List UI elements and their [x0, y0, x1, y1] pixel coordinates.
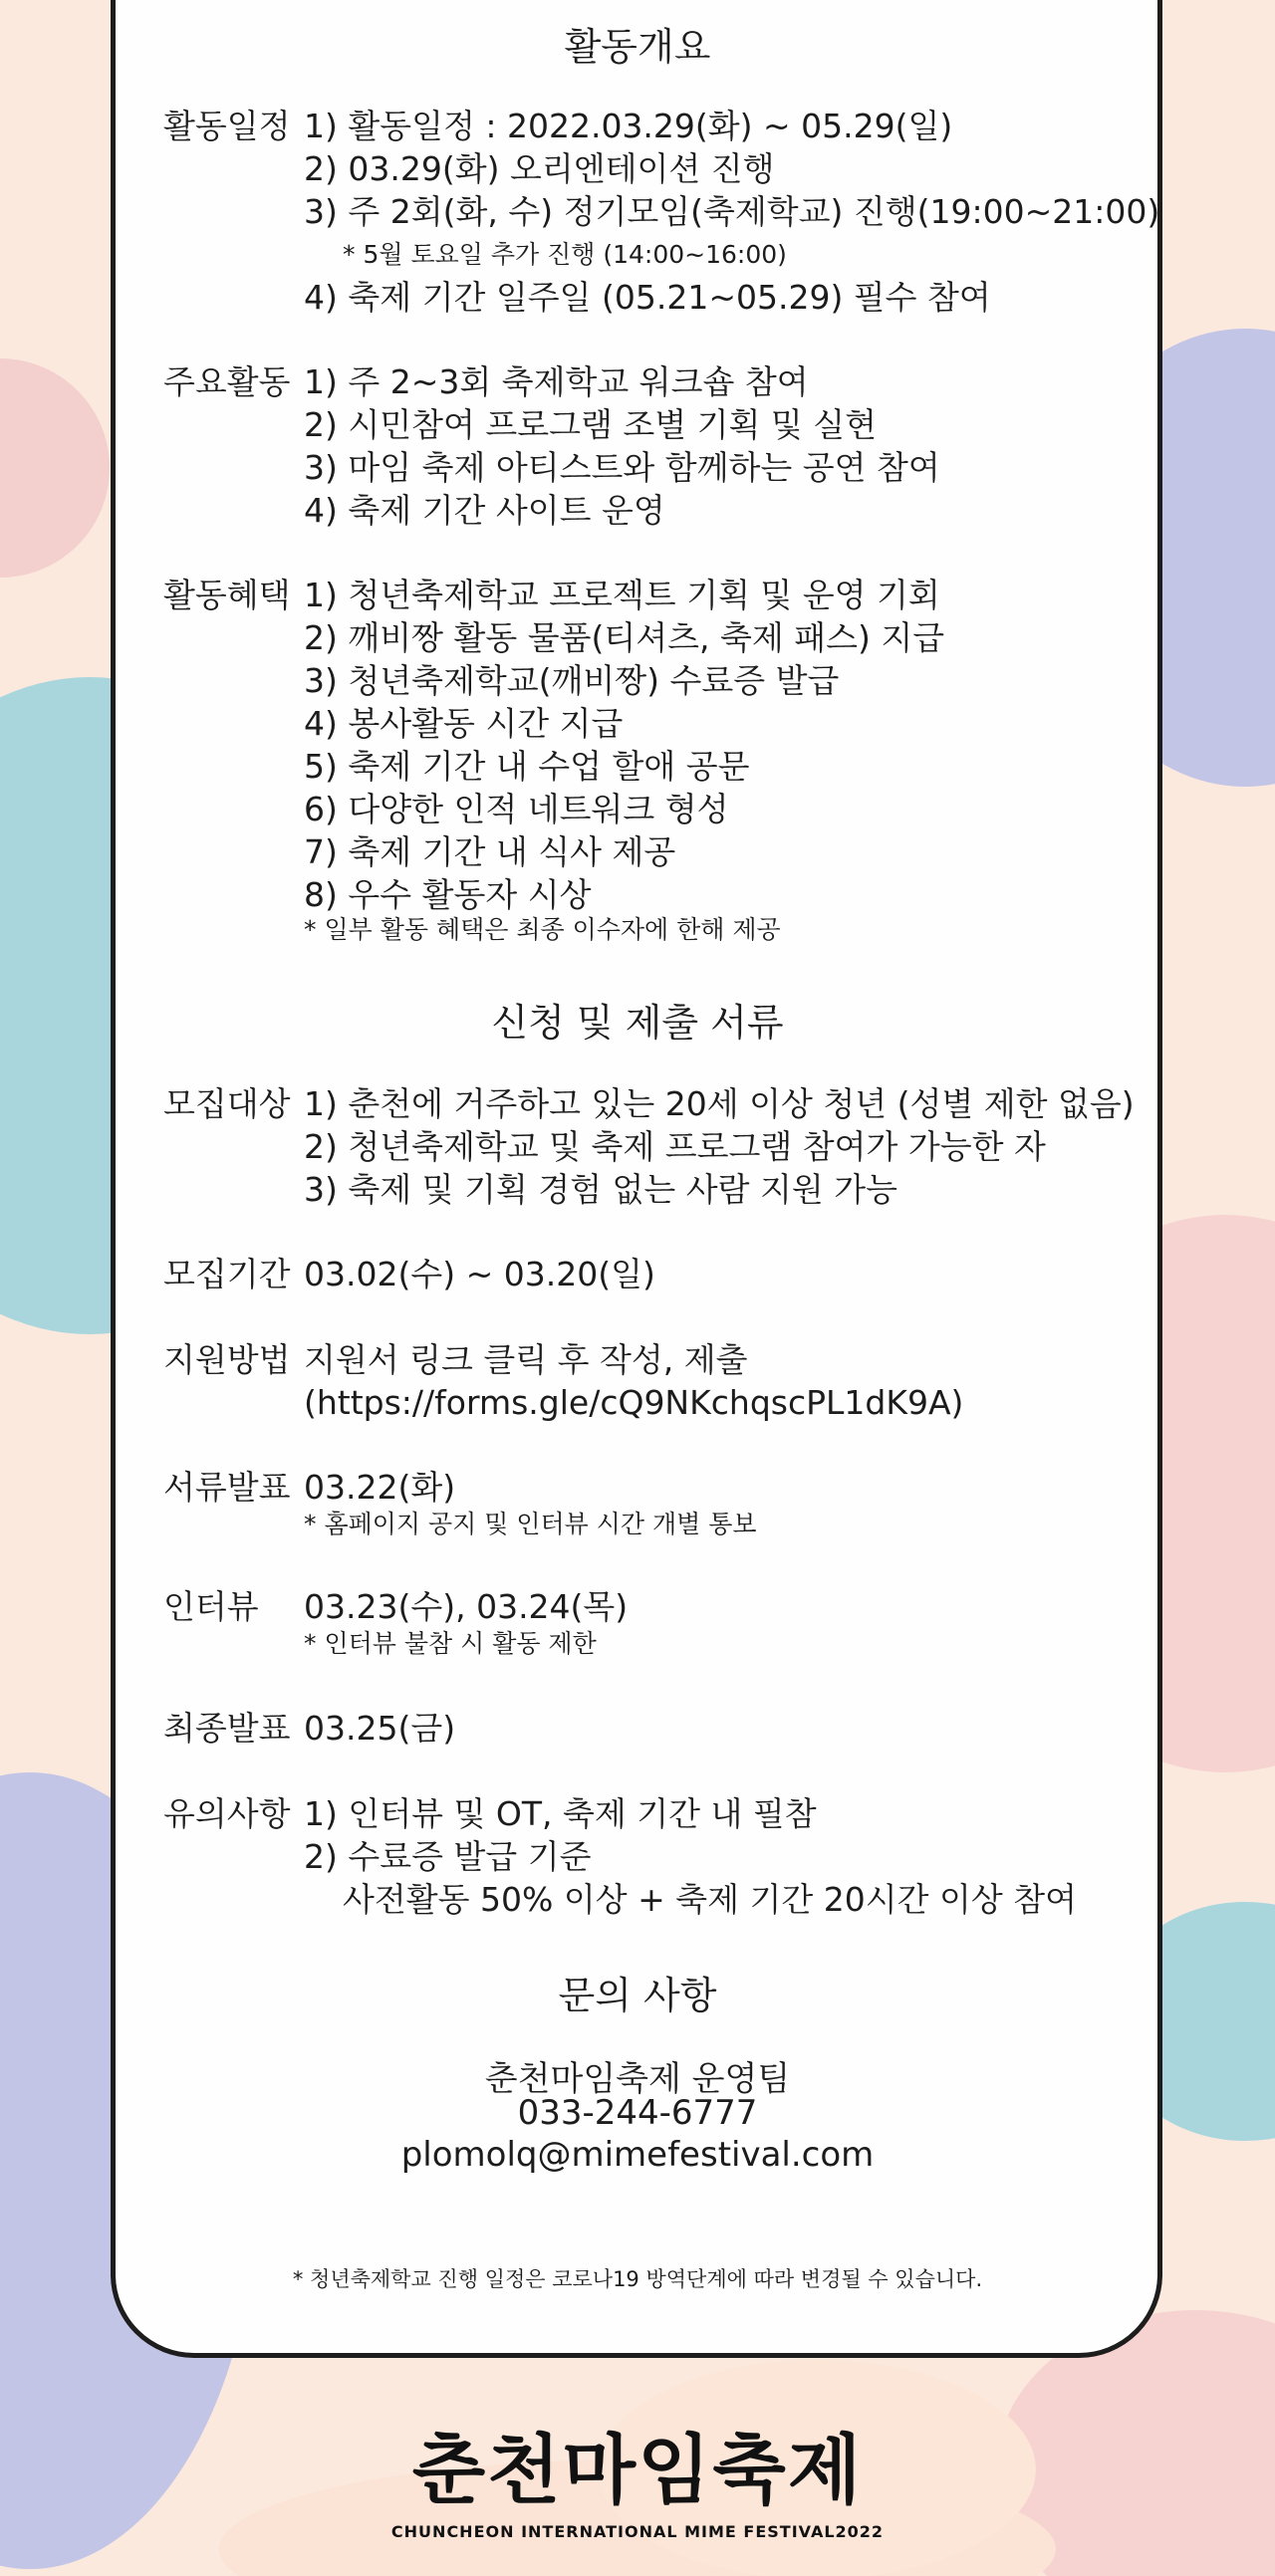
activities-line: 2) 시민참여 프로그램 조별 기획 및 실현 [304, 405, 877, 444]
schedule-line: 4) 축제 기간 일주일 (05.21~05.29) 필수 참여 [304, 278, 991, 317]
benefits-line: 6) 다양한 인적 네트워크 형성 [304, 790, 729, 828]
notice-line: 2) 수료증 발급 기준 [304, 1837, 592, 1876]
benefits-line: 4) 봉사활동 시간 지급 [304, 704, 624, 743]
application-link[interactable]: (https://forms.gle/cQ9NKchqscPL1dK9A) [304, 1383, 964, 1422]
section-title-overview: 활동개요 [564, 25, 711, 69]
schedule-line: 1) 활동일정 : 2022.03.29(화) ~ 05.29(일) [304, 107, 953, 145]
doc-result-value: 03.22(화) [304, 1468, 456, 1507]
contact-team: 춘천마임축제 운영팀 [484, 2059, 791, 2099]
activities-line: 3) 마임 축제 아티스트와 함께하는 공연 참여 [304, 448, 940, 487]
target-line: 2) 청년축제학교 및 축제 프로그램 참여가 가능한 자 [304, 1127, 1046, 1166]
contact-email[interactable]: plomolq@mimefestival.com [400, 2135, 875, 2175]
notice-label: 유의사항 [163, 1794, 291, 1833]
benefits-label: 활동혜택 [163, 576, 291, 614]
activities-label: 주요활동 [163, 362, 291, 401]
footnote: * 청년축제학교 진행 일정은 코로나19 방역단계에 따라 변경될 수 있습니다. [292, 2267, 983, 2291]
logo-korean: 춘천마임축제 [411, 2426, 864, 2514]
section-title-contact: 문의 사항 [558, 1974, 717, 2017]
schedule-line: 3) 주 2회(화, 수) 정기모임(축제학교) 진행(19:00~21:00) [304, 192, 1160, 231]
benefits-note: * 일부 활동 혜택은 최종 이수자에 한해 제공 [304, 915, 781, 944]
interview-note: * 인터뷰 불참 시 활동 제한 [304, 1629, 597, 1658]
activities-line: 1) 주 2~3회 축제학교 워크숍 참여 [304, 362, 809, 401]
final-label: 최종발표 [163, 1709, 291, 1748]
method-label: 지원방법 [163, 1340, 291, 1379]
logo-english: CHUNCHEON INTERNATIONAL MIME FESTIVAL2022 [390, 2522, 885, 2541]
activities-line: 4) 축제 기간 사이트 운영 [304, 491, 665, 530]
target-line: 1) 춘천에 거주하고 있는 20세 이상 청년 (성별 제한 없음) [304, 1084, 1135, 1123]
interview-value: 03.23(수), 03.24(목) [304, 1587, 629, 1626]
benefits-line: 2) 깨비짱 활동 물품(티셔츠, 축제 패스) 지급 [304, 618, 945, 657]
period-label: 모집기간 [163, 1255, 291, 1293]
doc-result-label: 서류발표 [163, 1468, 291, 1507]
final-value: 03.25(금) [304, 1709, 456, 1748]
notice-line: 1) 인터뷰 및 OT, 축제 기간 내 필참 [304, 1794, 817, 1833]
doc-result-note: * 홈페이지 공지 및 인터뷰 시간 개별 통보 [304, 1510, 757, 1538]
period-value: 03.02(수) ~ 03.20(일) [304, 1255, 655, 1293]
benefits-line: 1) 청년축제학교 프로젝트 기획 및 운영 기회 [304, 576, 940, 614]
target-label: 모집대상 [163, 1084, 291, 1123]
section-title-apply: 신청 및 제출 서류 [491, 1001, 784, 1045]
festival-logo [0, 2410, 1275, 2541]
benefits-line: 5) 축제 기간 내 수업 할애 공문 [304, 747, 750, 786]
benefits-line: 8) 우수 활동자 시상 [304, 875, 592, 914]
target-line: 3) 축제 및 기획 경험 없는 사람 지원 가능 [304, 1170, 897, 1209]
schedule-label: 활동일정 [163, 107, 291, 145]
contact-phone[interactable]: 033-244-6777 [517, 2093, 758, 2133]
method-value: 지원서 링크 클릭 후 작성, 제출 [304, 1340, 748, 1379]
schedule-line: 2) 03.29(화) 오리엔테이션 진행 [304, 149, 775, 188]
benefits-line: 7) 축제 기간 내 식사 제공 [304, 832, 676, 871]
notice-line: 사전활동 50% 이상 + 축제 기간 20시간 이상 참여 [343, 1880, 1077, 1919]
benefits-line: 3) 청년축제학교(깨비짱) 수료증 발급 [304, 661, 840, 700]
schedule-note: * 5월 토요일 추가 진행 (14:00~16:00) [343, 240, 787, 269]
interview-label: 인터뷰 [163, 1587, 259, 1626]
